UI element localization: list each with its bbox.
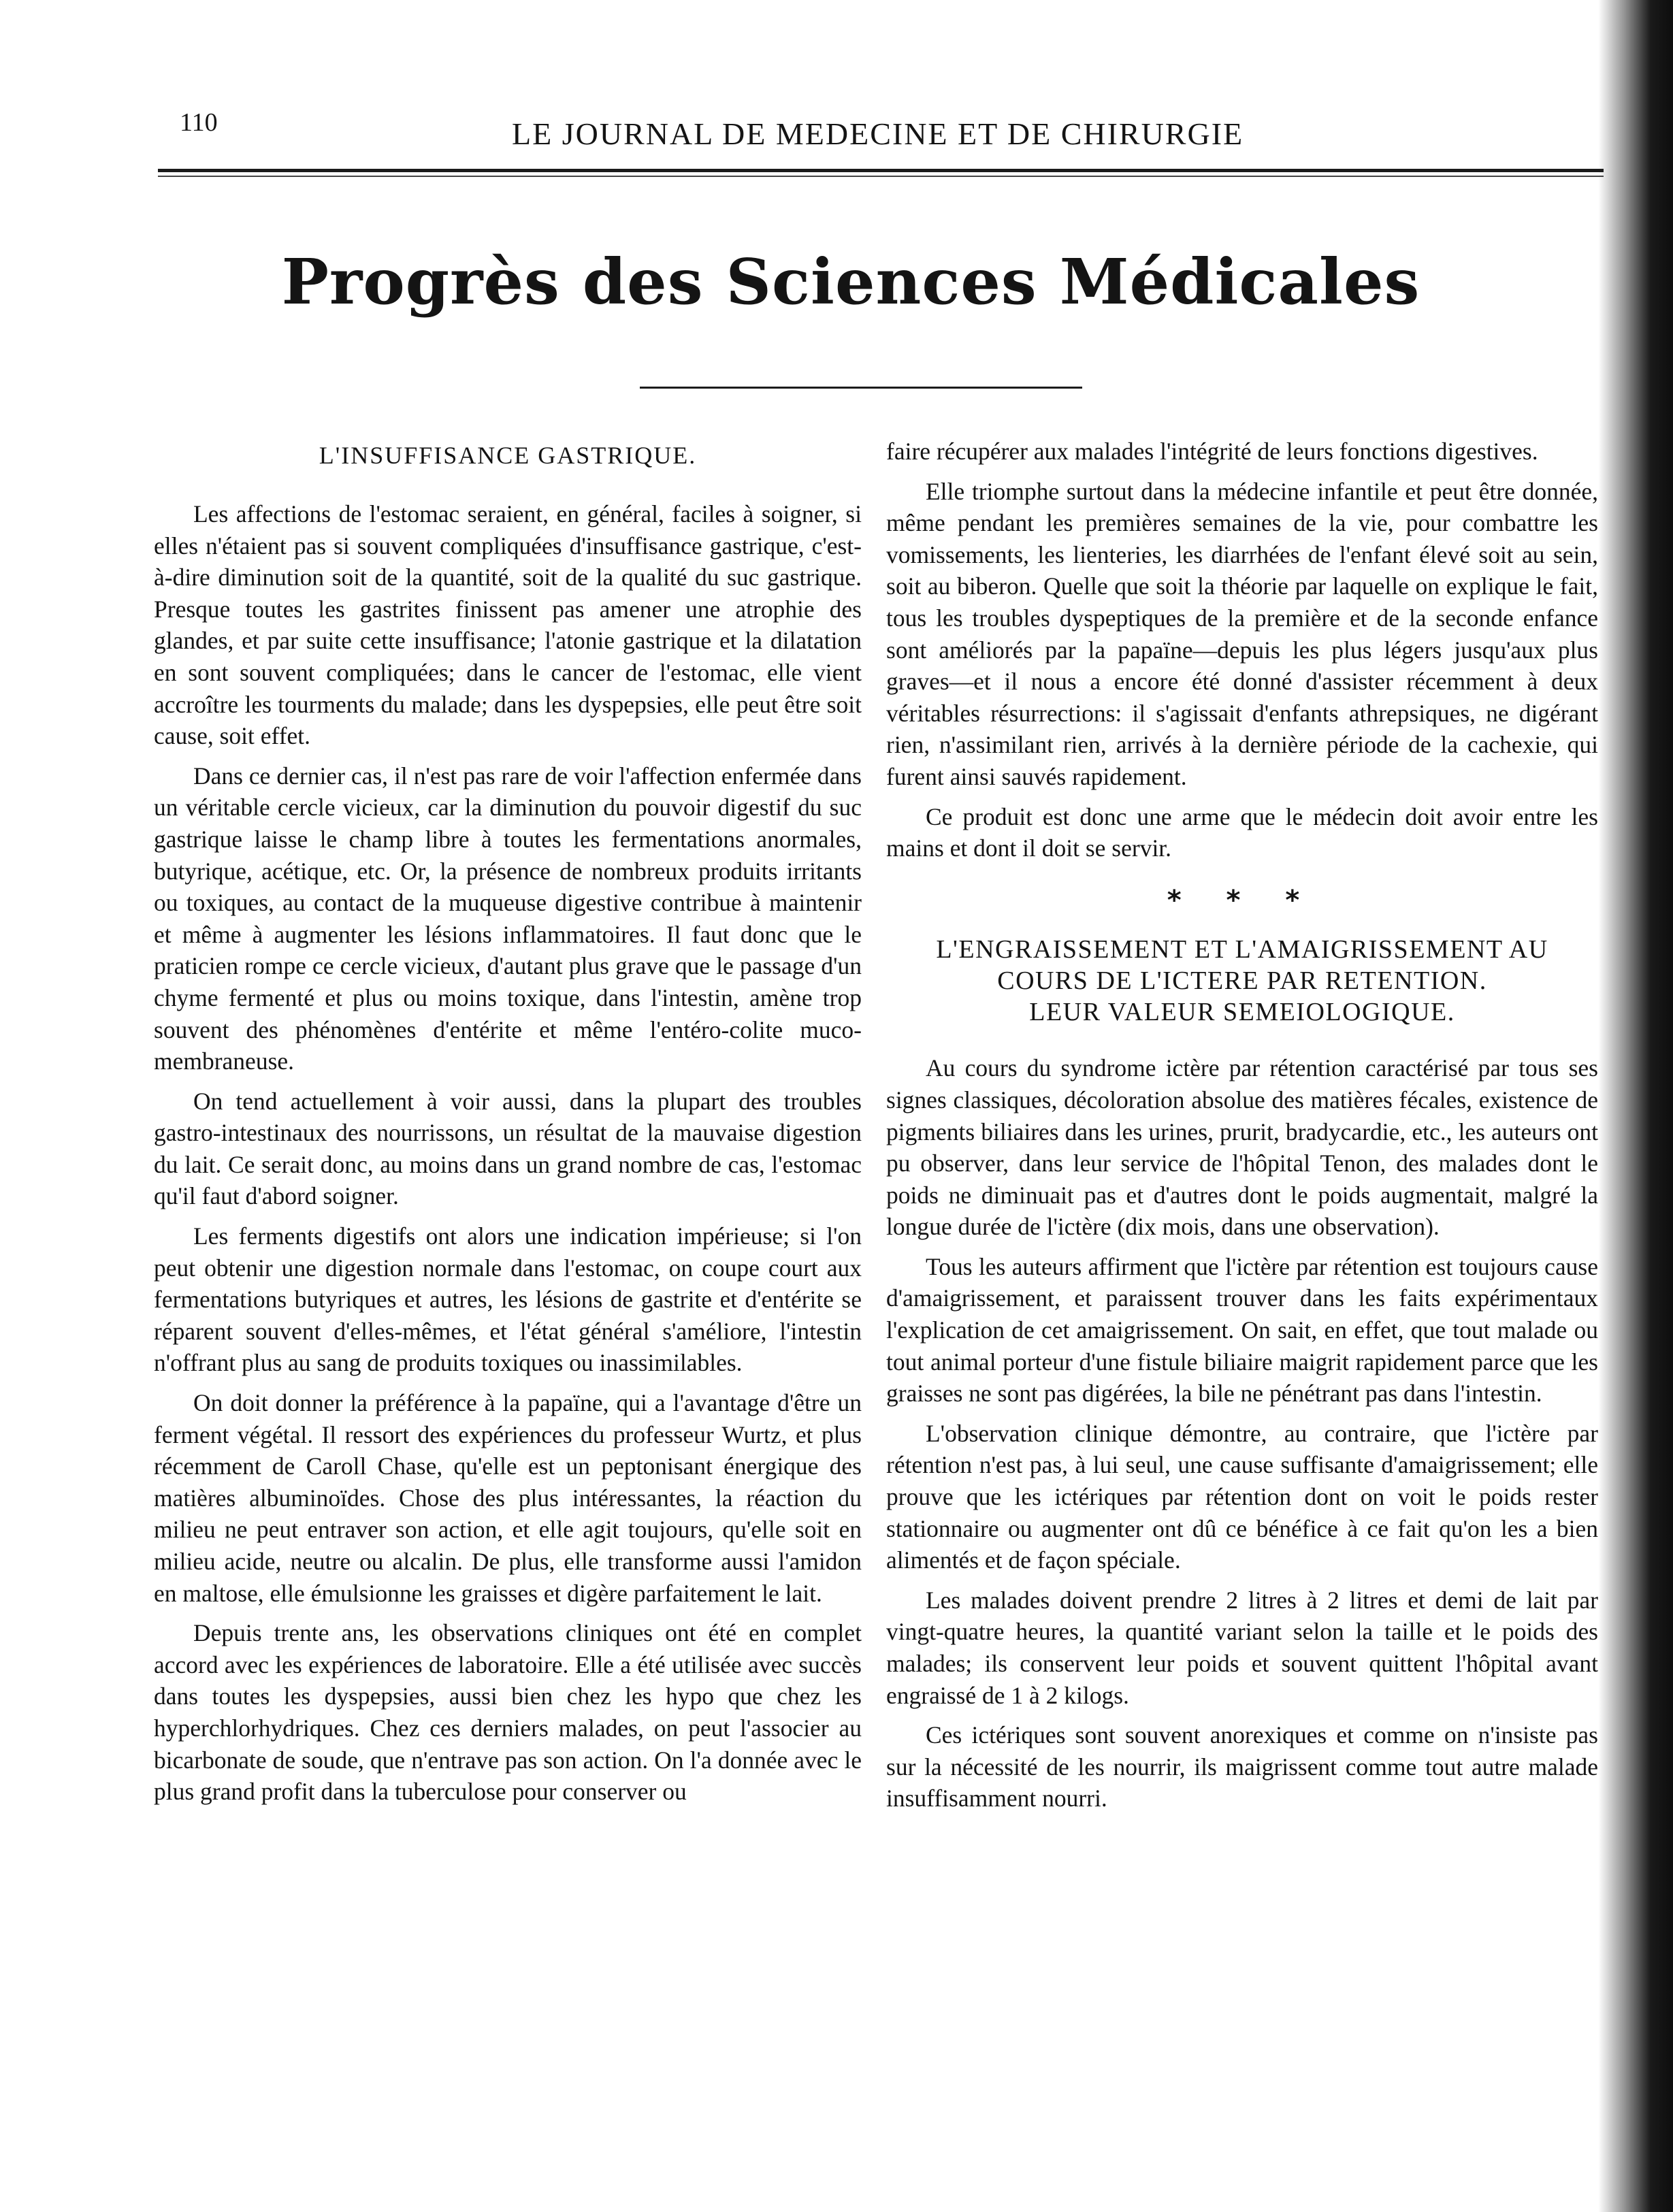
title-rule <box>640 387 1082 389</box>
article2-paragraph: Tous les auteurs affirment que l'ictère par rétention est toujours cause d'amaigrissement, et paraissent trouver dans les faits expérimentaux l'explication de cet amaigrissement. On sait, en effet, que tout malade ou tout animal porteur d'une fistule biliaire maigrit rapidement parce que les graisses ne sont pas digérées, la bile ne pénétrant pas dans l'intestin. <box>886 1252 1598 1408</box>
page-number: 110 <box>180 108 218 137</box>
article1-paragraph: Les ferments digestifs ont alors une indication impérieuse; si l'on peut obtenir une digestion normale dans l'estomac, on coupe court aux fermentations butyriques et autres, les lésions de gastrite et d'entérite se réparent souvent d'elles-mêmes, et l'état général s'améliore, l'intestin n'offrant plus au sang de produits toxiques ou inassimilables. <box>154 1222 862 1377</box>
article1-paragraph: Les affections de l'estomac seraient, en général, faciles à soigner, si elles n'étaient pas si souvent compliquées d'insuffisance gastrique, c'est-à-dire diminution soit de la quantité, soit de la qualité du suc gastrique. Presque toutes les gastrites finissent pas amener une atrophie des glandes, et par suite cette insuffisance; l'atonie gastrique et la dilatation en sont souvent compliquées; dans le cancer de l'estomac, elle vient accroître les tourments du malade; dans les dyspepsies, elle peut être soit cause, soit effet. <box>154 500 862 750</box>
article1-paragraph: On tend actuellement à voir aussi, dans la plupart des troubles gastro-intestinaux des nourrissons, un résultat de la mauvaise digestion du lait. Ce serait donc, au moins dans un grand nombre de cas, l'estomac qu'il faut d'abord soigner. <box>154 1087 862 1210</box>
article2-paragraph: Au cours du syndrome ictère par rétention caractérisé par tous ses signes classiques, décoloration absolue des matières fécales, existence de pigments biliaires dans les urines, prurit, bradycardie, etc., les auteurs ont pu observer, dans leur service de l'hôpital Tenon, des malades dont le poids ne diminuait pas et d'autres dont le poids augmentait, malgré la longue durée de l'ictère (dix mois, dans une observation). <box>886 1054 1598 1241</box>
article1-paragraph: Depuis trente ans, les observations cliniques ont été en complet accord avec les expériences de laboratoire. Elle a été utilisée avec succès dans toutes les dyspepsies, aussi bien chez les hypo que chez les hyperchlorhydriques. Chez ces derniers malades, on peut l'associer au bicarbonate de soude, que n'entrave pas son action. On l'a donnée avec le plus grand profit dans la tuberculose pour conserver ou <box>154 1619 862 1806</box>
article1-heading: L'INSUFFISANCE GASTRIQUE. <box>319 442 697 469</box>
header-rule-thin <box>158 176 1604 177</box>
header-rule <box>158 169 1604 172</box>
right-column <box>886 436 1598 1823</box>
scan-edge-shadow <box>1598 0 1673 2212</box>
article2-heading-line: COURS DE L'ICTERE PAR RETENTION. <box>997 966 1487 996</box>
article2-paragraph: Les malades doivent prendre 2 litres à 2 litres et demi de lait par vingt-quatre heures, la quantité variant selon la taille et le poids des malades; ils conservent leur poids et souvent quittent l'hôpital avant engraissé de 1 à 2 kilogs. <box>886 1586 1598 1709</box>
article2-heading <box>886 934 1598 1028</box>
asterism-separator: * * * <box>1167 884 1318 916</box>
running-title: LE JOURNAL DE MEDECINE ET DE CHIRURGIE <box>512 116 1244 151</box>
article2-heading-line: L'ENGRAISSEMENT ET L'AMAIGRISSEMENT AU <box>936 935 1548 964</box>
article1-paragraph: Dans ce dernier cas, il n'est pas rare de voir l'affection enfermée dans un véritable cercle vicieux, car la diminution du pouvoir digestif du suc gastrique laisse le champ libre à toutes les fermentations anormales, butyrique, acétique, etc. Or, la présence de nombreux produits irritants ou toxiques, au contact de la muqueuse digestive contribue à maintenir et même à augmenter les lésions inflammatoires. Il faut donc que le praticien rompe ce cercle vicieux, d'autant plus grave que le passage d'un chyme fermenté et plus ou moins toxique, dans l'intestin, amène trop souvent des phénomènes d'entérite et même l'entéro-colite muco-membraneuse. <box>154 762 862 1075</box>
article2-paragraph: Ces ictériques sont souvent anorexiques et comme on n'insiste pas sur la nécessité de les nourrir, ils maigrissent comme tout autre malade insuffisamment nourri. <box>886 1721 1598 1812</box>
article1-paragraph: On doit donner la préférence à la papaïne, qui a l'avantage d'être un ferment végétal. Il ressort des expériences du professeur Wurtz, et plus récemment de Caroll Chase, qu'elle est un peptonisant énergique des matières albuminoïdes. Chose des plus intéressantes, la réaction du milieu ne peut entraver son action, et elle agit toujours, qu'elle soit en milieu acide, neutre ou alcalin. De plus, elle transforme aussi l'amidon en maltose, elle émulsionne les graisses et digère parfaitement le lait. <box>154 1389 862 1607</box>
article1-continuation: Ce produit est donc une arme que le médecin doit avoir entre les mains et dont il doit se servir. <box>886 802 1598 862</box>
article2-paragraph: L'observation clinique démontre, au contraire, que l'ictère par rétention n'est pas, à lui seul, une cause suffisante d'amaigrissement; elle prouve que les ictériques par rétention dont on voit le poids rester stationnaire ou augmenter ont dû ce bénéfice à ce fait qu'on les a bien alimentés et de façon spéciale. <box>886 1419 1598 1574</box>
left-column <box>154 436 862 1816</box>
article1-continuation: faire récupérer aux malades l'intégrité de leurs fonctions digestives. <box>886 438 1538 465</box>
article1-continuation: Elle triomphe surtout dans la médecine infantile et peut être donnée, même pendant les premières semaines de la vie, pour combattre les vomissements, les lienteries, les diarrhées de l'enfant élevé soit au sein, soit au biberon. Quelle que soit la théorie par laquelle on explique le fait, tous les troubles dyspeptiques de la première et de la seconde enfance sont améliorés par la papaïne—depuis les plus légers jusqu'aux plus graves—et il nous a encore été donné d'assister récemment à deux véritables résurrections: il s'agissait d'enfants athrepsiques, ne digérant rien, n'assimilant rien, arrivés à la dernière période de la cachexie, qui furent ainsi sauvés rapidement. <box>886 477 1598 790</box>
article2-heading-line: LEUR VALEUR SEMEIOLOGIQUE. <box>1029 998 1455 1027</box>
page-header <box>158 102 1601 150</box>
main-title: Progrès des Sciences Médicales <box>281 245 1420 319</box>
